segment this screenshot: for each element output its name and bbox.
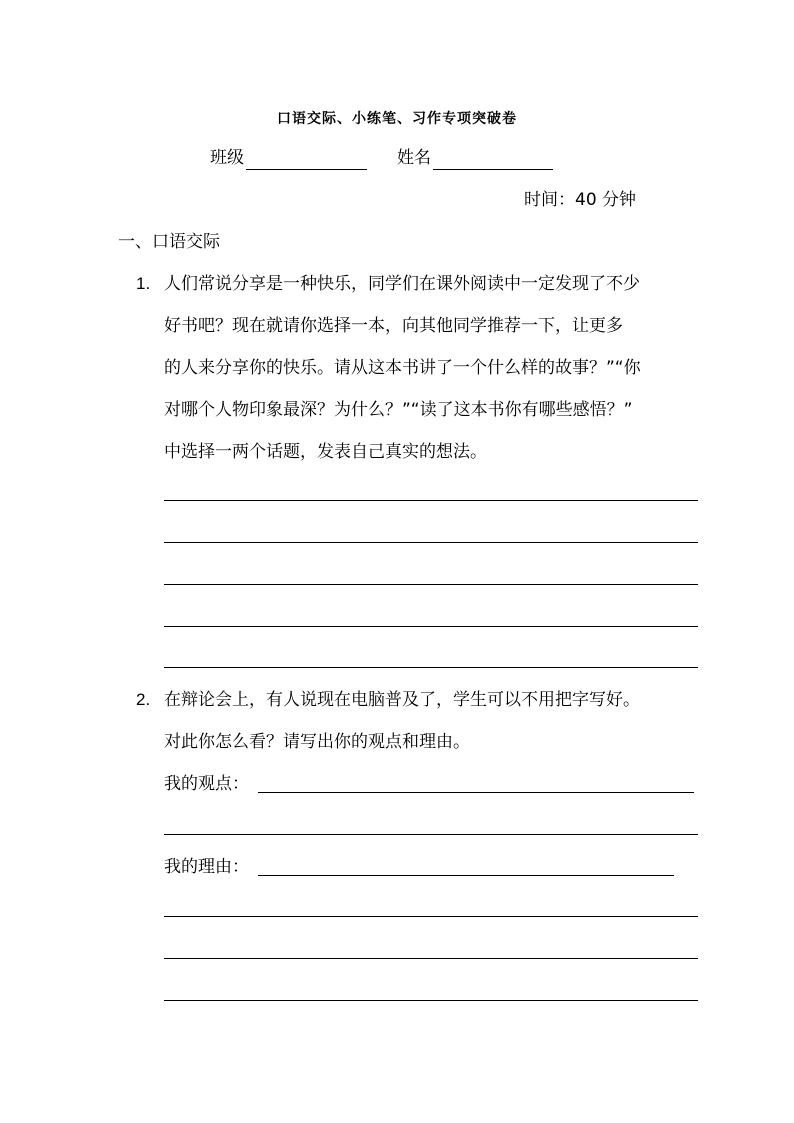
question-line: 好书吧？现在就请你选择一本，向其他同学推荐一下，让更多 xyxy=(164,316,623,336)
answer-line[interactable] xyxy=(164,500,698,501)
answer-line[interactable] xyxy=(164,958,698,959)
question-number: 2. xyxy=(136,690,151,709)
answer-line[interactable] xyxy=(164,667,698,668)
opinion-label: 我的观点： xyxy=(164,774,249,794)
question-1-text xyxy=(164,263,641,473)
question-2-text xyxy=(164,679,640,763)
answer-line[interactable] xyxy=(164,916,698,917)
name-blank[interactable] xyxy=(433,169,553,170)
answer-line[interactable] xyxy=(164,834,698,835)
class-blank[interactable] xyxy=(246,169,367,170)
class-label: 班级 xyxy=(210,148,244,168)
answer-line[interactable] xyxy=(164,584,698,585)
question-line: 对此你怎么看？请写出你的观点和理由。 xyxy=(164,732,470,752)
question-line: 的人来分享你的快乐。请从这本书讲了一个什么样的故事？”“你 xyxy=(164,358,641,378)
question-line: 中选择一两个话题，发表自己真实的想法。 xyxy=(164,442,487,462)
question-line: 对哪个人物印象最深？为什么？”“读了这本书你有哪些感悟？” xyxy=(164,400,633,420)
name-label: 姓名 xyxy=(397,148,431,168)
time-limit: 时间：40 分钟 xyxy=(524,190,637,210)
question-line: 在辩论会上，有人说现在电脑普及了，学生可以不用把字写好。 xyxy=(164,690,640,710)
answer-line[interactable] xyxy=(164,626,698,627)
reason-label: 我的理由： xyxy=(164,857,249,877)
page-title: 口语交际、小练笔、习作专项突破卷 xyxy=(277,111,517,127)
answer-line[interactable] xyxy=(164,1000,698,1001)
section-heading: 一、口语交际 xyxy=(118,232,220,252)
reason-line[interactable] xyxy=(258,875,674,876)
opinion-line[interactable] xyxy=(258,792,694,793)
answer-line[interactable] xyxy=(164,542,698,543)
question-line: 人们常说分享是一种快乐，同学们在课外阅读中一定发现了不少 xyxy=(164,274,640,294)
question-number: 1. xyxy=(136,274,151,293)
